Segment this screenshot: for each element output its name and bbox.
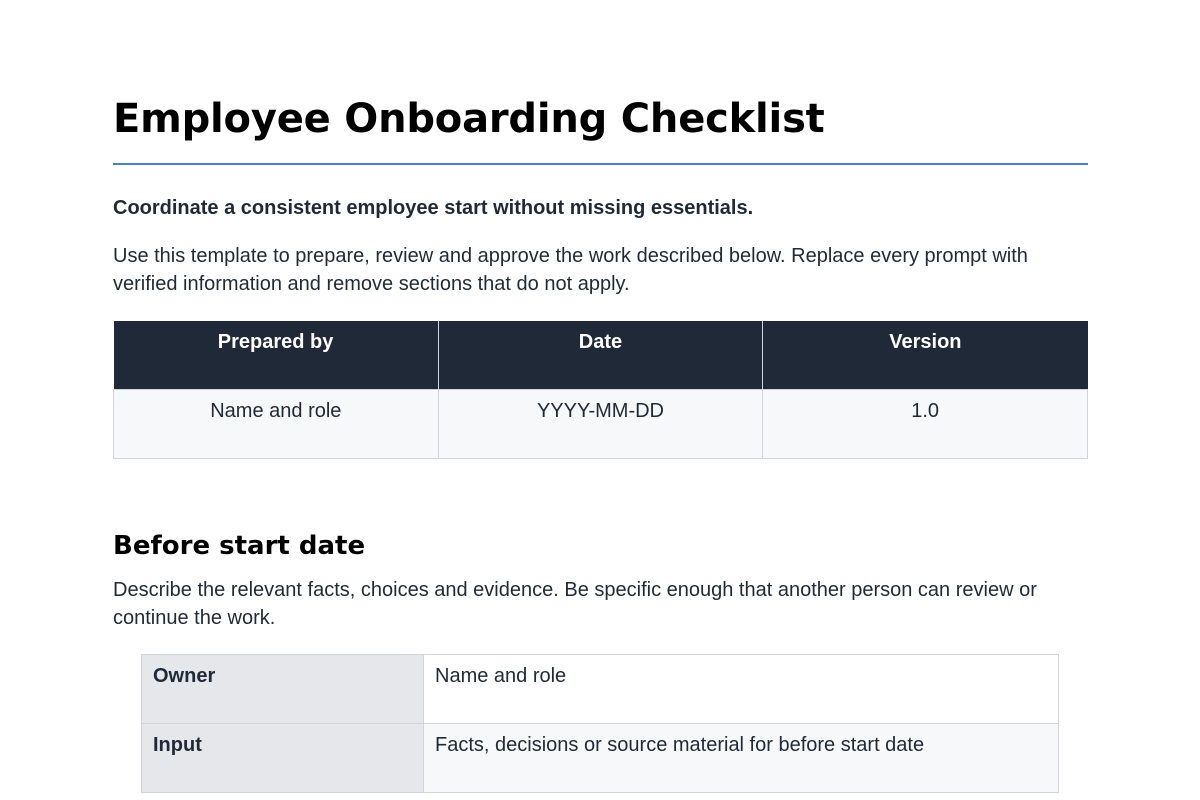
meta-value-prepared-by: Name and role <box>114 389 439 458</box>
section-heading: Before start date <box>113 531 366 561</box>
document-meta-table <box>113 321 1088 459</box>
meta-value-row <box>114 389 1088 458</box>
meta-header-row <box>114 321 1088 389</box>
meta-value-date: YYYY-MM-DD <box>438 389 763 458</box>
detail-row-owner <box>142 655 1059 724</box>
meta-header-prepared-by: Prepared by <box>114 321 439 389</box>
section-description: Describe the relevant facts, choices and evidence. Be specific enough that another person can review or continue the work. <box>113 579 1037 629</box>
title-divider <box>113 163 1088 165</box>
meta-header-date: Date <box>438 321 763 389</box>
document-title: Employee Onboarding Checklist <box>113 96 825 142</box>
detail-label-input: Input <box>142 724 424 793</box>
meta-value-version: 1.0 <box>763 389 1088 458</box>
detail-value-owner: Name and role <box>424 655 1059 724</box>
detail-value-input: Facts, decisions or source material for before start date <box>424 724 1059 793</box>
section-detail-table <box>141 654 1059 793</box>
detail-row-input <box>142 724 1059 793</box>
detail-label-owner: Owner <box>142 655 424 724</box>
meta-header-version: Version <box>763 321 1088 389</box>
lead-sentence: Coordinate a consistent employee start without missing essentials. <box>113 197 754 219</box>
intro-paragraph: Use this template to prepare, review and approve the work described below. Replace every prompt with verified information and remove sections that do not apply. <box>113 245 1028 295</box>
